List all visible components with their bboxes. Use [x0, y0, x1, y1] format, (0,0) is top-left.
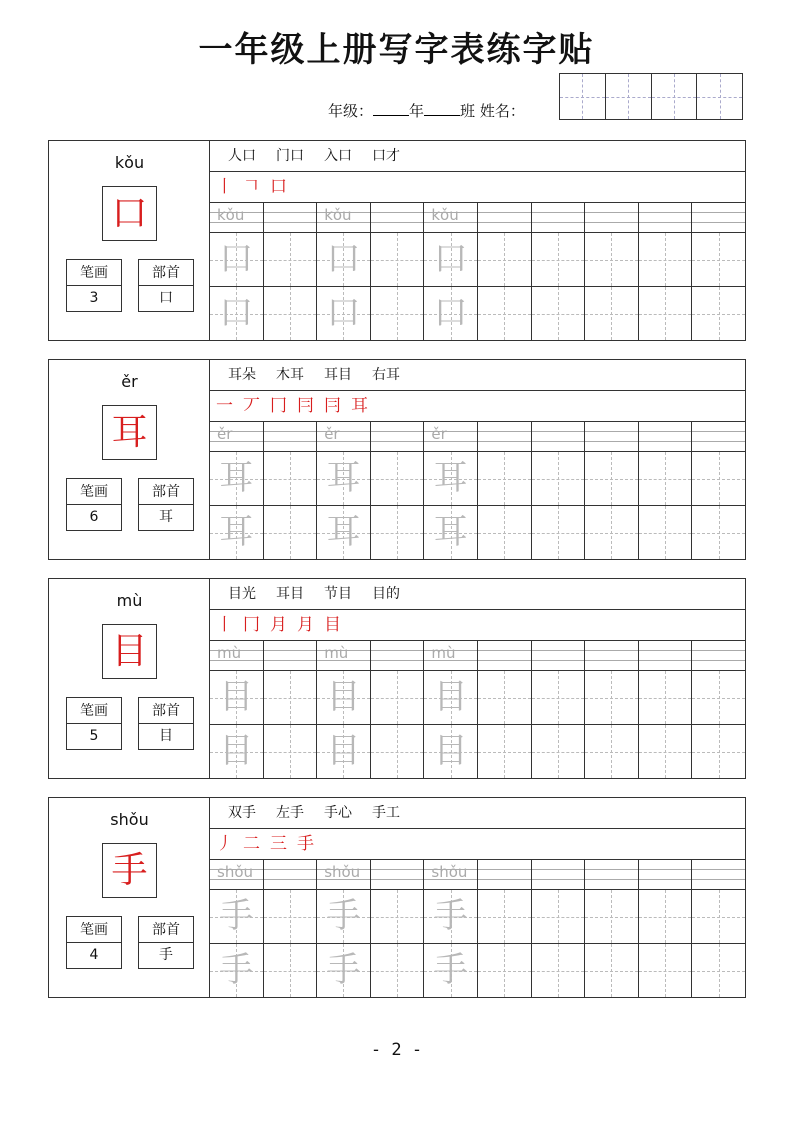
stroke-step: 三 [270, 834, 287, 854]
tian-grid-cell[interactable] [692, 671, 745, 724]
char-info-panel [49, 360, 210, 559]
word-item: 耳目 [276, 586, 304, 602]
pinyin-cell[interactable] [317, 422, 371, 451]
class-info-line [328, 100, 525, 121]
tian-grid-cell[interactable] [371, 944, 425, 997]
pinyin-cell[interactable] [532, 860, 586, 889]
tian-grid-cell[interactable] [585, 506, 639, 559]
tian-grid-cell[interactable] [371, 671, 425, 724]
name-cell[interactable] [652, 74, 698, 119]
tian-grid-cell[interactable] [317, 506, 371, 559]
trace-char: 口 [219, 293, 254, 333]
stroke-count: 3 [89, 290, 99, 306]
pinyin-cell[interactable] [424, 203, 478, 232]
name-cell[interactable] [697, 74, 742, 119]
year-label: 年 [409, 102, 425, 120]
tian-grid-row[interactable] [210, 452, 745, 506]
trace-char: 耳 [433, 458, 468, 498]
stroke-label: 笔画 [67, 698, 121, 724]
tian-grid-cell[interactable] [424, 671, 478, 724]
tian-grid-row[interactable] [210, 287, 745, 340]
tian-grid-cell[interactable] [371, 287, 425, 340]
grade-blank[interactable] [373, 102, 409, 116]
page-title: 一年级上册写字表练字贴 [198, 30, 595, 70]
radical-box [138, 916, 194, 969]
tian-grid-cell[interactable] [639, 233, 693, 286]
pinyin-cell[interactable] [317, 860, 371, 889]
pinyin-cell[interactable] [692, 860, 745, 889]
tian-grid-cell[interactable] [317, 725, 371, 778]
pinyin-cell[interactable] [692, 422, 745, 451]
name-cell[interactable] [560, 74, 606, 119]
model-char: 目 [102, 624, 157, 679]
pinyin-cell[interactable] [371, 641, 425, 670]
tian-grid-row[interactable] [210, 506, 745, 559]
pinyin-cell[interactable] [585, 203, 639, 232]
pinyin-cell[interactable] [639, 422, 693, 451]
tian-grid-cell[interactable] [692, 233, 745, 286]
word-list [210, 141, 745, 172]
pinyin-trace: kǒu [324, 206, 352, 224]
pinyin-trace: ěr [324, 425, 340, 443]
tian-grid-cell[interactable] [210, 725, 264, 778]
pinyin-trace: mù [217, 644, 242, 662]
word-item: 人口 [228, 148, 256, 164]
word-item: 木耳 [276, 367, 304, 383]
pinyin-cell[interactable] [424, 860, 478, 889]
stroke-label: 笔画 [67, 917, 121, 943]
pinyin-cell[interactable] [317, 641, 371, 670]
tian-grid-cell[interactable] [264, 725, 318, 778]
tian-grid-row[interactable] [210, 944, 745, 997]
stroke-step: 月 [270, 615, 287, 635]
pinyin-trace: kǒu [431, 206, 459, 224]
tian-grid-cell[interactable] [532, 233, 586, 286]
word-list [210, 360, 745, 391]
tian-grid-cell[interactable] [692, 944, 745, 997]
practice-area [210, 798, 745, 997]
tian-grid-cell[interactable] [692, 725, 745, 778]
tian-grid-cell[interactable] [478, 944, 532, 997]
radical-label: 部首 [139, 917, 193, 943]
char-info-panel [49, 141, 210, 340]
trace-char: 耳 [219, 458, 254, 498]
tian-grid-cell[interactable] [424, 725, 478, 778]
pinyin-trace: ěr [217, 425, 233, 443]
tian-grid-cell[interactable] [264, 452, 318, 505]
radical-box [138, 478, 194, 531]
stroke-step: 口 [270, 177, 287, 197]
name-cell[interactable] [606, 74, 652, 119]
tian-grid-cell[interactable] [585, 233, 639, 286]
char-info-panel [49, 798, 210, 997]
char-info-panel [49, 579, 210, 778]
pinyin-cell[interactable] [585, 641, 639, 670]
word-list [210, 579, 745, 610]
tian-grid-cell[interactable] [317, 890, 371, 943]
tian-grid-cell[interactable] [210, 452, 264, 505]
stroke-order [210, 172, 745, 203]
tian-grid-row[interactable] [210, 890, 745, 944]
stroke-count: 6 [89, 509, 99, 525]
stroke-step: 丿 [216, 834, 233, 854]
pinyin-cell[interactable] [478, 203, 532, 232]
stroke-step: 冃 [324, 396, 341, 416]
pinyin-cell[interactable] [478, 422, 532, 451]
stroke-step: 冂 [243, 615, 260, 635]
trace-char: 口 [326, 239, 361, 279]
word-item: 双手 [228, 805, 256, 821]
tian-grid-cell[interactable] [639, 944, 693, 997]
radical-value: 目 [159, 728, 173, 744]
tian-grid-cell[interactable] [532, 452, 586, 505]
practice-area [210, 360, 745, 559]
word-item: 手工 [372, 805, 400, 821]
pinyin-cell[interactable] [692, 641, 745, 670]
stroke-count: 5 [89, 728, 99, 744]
model-char: 耳 [102, 405, 157, 460]
tian-grid-cell[interactable] [532, 671, 586, 724]
tian-grid-cell[interactable] [478, 890, 532, 943]
radical-label: 部首 [139, 698, 193, 724]
tian-grid-cell[interactable] [639, 725, 693, 778]
stroke-step: 耳 [351, 396, 368, 416]
tian-grid-cell[interactable] [478, 671, 532, 724]
stroke-step: 冂 [270, 396, 287, 416]
trace-char: 口 [326, 293, 361, 333]
tian-grid-cell[interactable] [424, 287, 478, 340]
trace-char: 目 [326, 677, 361, 717]
tian-grid-cell[interactable] [210, 671, 264, 724]
stroke-count: 4 [89, 947, 99, 963]
tian-grid-cell[interactable] [532, 287, 586, 340]
tian-grid-cell[interactable] [210, 506, 264, 559]
tian-grid-cell[interactable] [532, 890, 586, 943]
trace-char: 耳 [326, 458, 361, 498]
char-pinyin: kǒu [114, 153, 145, 172]
word-item: 入口 [324, 148, 352, 164]
pinyin-writing-row[interactable] [210, 203, 745, 233]
tian-grid-cell[interactable] [264, 506, 318, 559]
trace-char: 目 [219, 677, 254, 717]
word-item: 耳目 [324, 367, 352, 383]
tian-grid-cell[interactable] [478, 233, 532, 286]
radical-value: 手 [159, 947, 173, 963]
trace-char: 手 [219, 896, 254, 936]
trace-char: 口 [219, 239, 254, 279]
stroke-step: 丨 [216, 615, 233, 635]
word-item: 目的 [372, 586, 400, 602]
pinyin-cell[interactable] [424, 641, 478, 670]
tian-grid-cell[interactable] [371, 725, 425, 778]
practice-area [210, 579, 745, 778]
pinyin-trace: ěr [431, 425, 447, 443]
tian-grid-cell[interactable] [585, 452, 639, 505]
radical-box [138, 259, 194, 312]
tian-grid-cell[interactable] [585, 890, 639, 943]
char-practice-block [48, 797, 746, 998]
stroke-count-box [66, 259, 122, 312]
tian-grid-cell[interactable] [532, 506, 586, 559]
stroke-count-box [66, 916, 122, 969]
pinyin-cell[interactable] [585, 422, 639, 451]
tian-grid-cell[interactable] [532, 944, 586, 997]
word-item: 目光 [228, 586, 256, 602]
char-practice-block [48, 578, 746, 779]
pinyin-cell[interactable] [639, 860, 693, 889]
word-item: 节目 [324, 586, 352, 602]
pinyin-cell[interactable] [532, 203, 586, 232]
trace-char: 口 [433, 239, 468, 279]
tian-grid-cell[interactable] [424, 890, 478, 943]
word-item: 左手 [276, 805, 304, 821]
char-pinyin: mù [116, 591, 143, 610]
tian-grid-cell[interactable] [264, 890, 318, 943]
pinyin-trace: mù [324, 644, 349, 662]
radical-label: 部首 [139, 260, 193, 286]
pinyin-cell[interactable] [692, 203, 745, 232]
stroke-step: 月 [297, 615, 314, 635]
char-pinyin: shǒu [110, 810, 149, 829]
tian-grid-cell[interactable] [639, 506, 693, 559]
page-number: - 2 - [370, 1040, 423, 1060]
tian-grid-cell[interactable] [478, 506, 532, 559]
pinyin-cell[interactable] [317, 203, 371, 232]
word-item: 耳朵 [228, 367, 256, 383]
stroke-order [210, 391, 745, 422]
name-label: 姓名： [479, 102, 525, 120]
pinyin-cell[interactable] [210, 422, 264, 451]
pinyin-trace: mù [431, 644, 456, 662]
tian-grid-cell[interactable] [424, 452, 478, 505]
stroke-label: 笔画 [67, 479, 121, 505]
tian-grid-cell[interactable] [692, 506, 745, 559]
tian-grid-cell[interactable] [585, 671, 639, 724]
stroke-step: 冃 [297, 396, 314, 416]
pinyin-trace: shǒu [324, 863, 361, 881]
trace-char: 耳 [219, 512, 254, 552]
pinyin-cell[interactable] [264, 422, 318, 451]
word-item: 口才 [372, 148, 400, 164]
tian-grid-cell[interactable] [371, 452, 425, 505]
radical-value: 口 [159, 290, 173, 306]
stroke-label: 笔画 [67, 260, 121, 286]
trace-char: 手 [219, 950, 254, 990]
trace-char: 手 [433, 896, 468, 936]
tian-grid-cell[interactable] [639, 287, 693, 340]
pinyin-cell[interactable] [210, 860, 264, 889]
word-item: 门口 [276, 148, 304, 164]
trace-char: 手 [326, 896, 361, 936]
stroke-order [210, 829, 745, 860]
tian-grid-cell[interactable] [585, 725, 639, 778]
tian-grid-cell[interactable] [210, 233, 264, 286]
char-pinyin: ěr [121, 372, 138, 391]
trace-char: 手 [433, 950, 468, 990]
pinyin-cell[interactable] [424, 422, 478, 451]
model-char: 手 [102, 843, 157, 898]
stroke-step: 一 [216, 396, 233, 416]
pinyin-cell[interactable] [532, 641, 586, 670]
class-blank[interactable] [424, 102, 460, 116]
pinyin-cell[interactable] [210, 203, 264, 232]
stroke-step: 目 [324, 615, 341, 635]
trace-char: 口 [433, 293, 468, 333]
tian-grid-cell[interactable] [317, 287, 371, 340]
radical-box [138, 697, 194, 750]
word-list [210, 798, 745, 829]
pinyin-writing-row[interactable] [210, 422, 745, 452]
model-char: 口 [102, 186, 157, 241]
char-practice-block [48, 359, 746, 560]
tian-grid-cell[interactable] [639, 671, 693, 724]
tian-grid-row[interactable] [210, 725, 745, 778]
pinyin-cell[interactable] [210, 641, 264, 670]
tian-grid-cell[interactable] [264, 944, 318, 997]
trace-char: 耳 [326, 512, 361, 552]
stroke-step: 二 [243, 834, 260, 854]
tian-grid-cell[interactable] [478, 452, 532, 505]
pinyin-trace: shǒu [431, 863, 468, 881]
stroke-order [210, 610, 745, 641]
pinyin-writing-row[interactable] [210, 641, 745, 671]
pinyin-cell[interactable] [264, 860, 318, 889]
pinyin-trace: kǒu [217, 206, 245, 224]
tian-grid-cell[interactable] [478, 287, 532, 340]
pinyin-writing-row[interactable] [210, 860, 745, 890]
tian-grid-cell[interactable] [639, 452, 693, 505]
pinyin-cell[interactable] [371, 422, 425, 451]
tian-grid-cell[interactable] [692, 452, 745, 505]
pinyin-cell[interactable] [264, 203, 318, 232]
radical-value: 耳 [159, 509, 173, 525]
stroke-step: 手 [297, 834, 314, 854]
radical-label: 部首 [139, 479, 193, 505]
pinyin-cell[interactable] [639, 203, 693, 232]
trace-char: 目 [433, 731, 468, 771]
stroke-count-box [66, 697, 122, 750]
tian-grid-cell[interactable] [317, 452, 371, 505]
tian-grid-cell[interactable] [424, 506, 478, 559]
tian-grid-cell[interactable] [585, 944, 639, 997]
trace-char: 目 [433, 677, 468, 717]
tian-grid-cell[interactable] [424, 944, 478, 997]
stroke-step: 丆 [243, 396, 260, 416]
pinyin-trace: shǒu [217, 863, 254, 881]
tian-grid-row[interactable] [210, 233, 745, 287]
tian-grid-cell[interactable] [264, 233, 318, 286]
pinyin-cell[interactable] [371, 203, 425, 232]
word-item: 右耳 [372, 367, 400, 383]
tian-grid-cell[interactable] [692, 287, 745, 340]
tian-grid-cell[interactable] [317, 944, 371, 997]
tian-grid-cell[interactable] [317, 671, 371, 724]
tian-grid-cell[interactable] [264, 287, 318, 340]
name-grid[interactable] [559, 73, 743, 120]
trace-char: 目 [326, 731, 361, 771]
pinyin-cell[interactable] [478, 860, 532, 889]
tian-grid-cell[interactable] [478, 725, 532, 778]
grade-label: 年级： [328, 102, 374, 120]
pinyin-cell[interactable] [264, 641, 318, 670]
stroke-step: 丨 [216, 177, 233, 197]
pinyin-cell[interactable] [585, 860, 639, 889]
tian-grid-cell[interactable] [532, 725, 586, 778]
pinyin-cell[interactable] [478, 641, 532, 670]
tian-grid-cell[interactable] [585, 287, 639, 340]
tian-grid-cell[interactable] [692, 890, 745, 943]
trace-char: 目 [219, 731, 254, 771]
stroke-step: 𠃍 [243, 177, 260, 197]
tian-grid-cell[interactable] [264, 671, 318, 724]
stroke-count-box [66, 478, 122, 531]
tian-grid-cell[interactable] [317, 233, 371, 286]
tian-grid-cell[interactable] [424, 233, 478, 286]
class-label: 班 [460, 102, 476, 120]
char-practice-block [48, 140, 746, 341]
tian-grid-cell[interactable] [371, 890, 425, 943]
tian-grid-row[interactable] [210, 671, 745, 725]
tian-grid-cell[interactable] [210, 890, 264, 943]
practice-area [210, 141, 745, 340]
tian-grid-cell[interactable] [210, 287, 264, 340]
trace-char: 手 [326, 950, 361, 990]
tian-grid-cell[interactable] [371, 506, 425, 559]
word-item: 手心 [324, 805, 352, 821]
tian-grid-cell[interactable] [371, 233, 425, 286]
trace-char: 耳 [433, 512, 468, 552]
tian-grid-cell[interactable] [639, 890, 693, 943]
pinyin-cell[interactable] [639, 641, 693, 670]
pinyin-cell[interactable] [371, 860, 425, 889]
pinyin-cell[interactable] [532, 422, 586, 451]
tian-grid-cell[interactable] [210, 944, 264, 997]
